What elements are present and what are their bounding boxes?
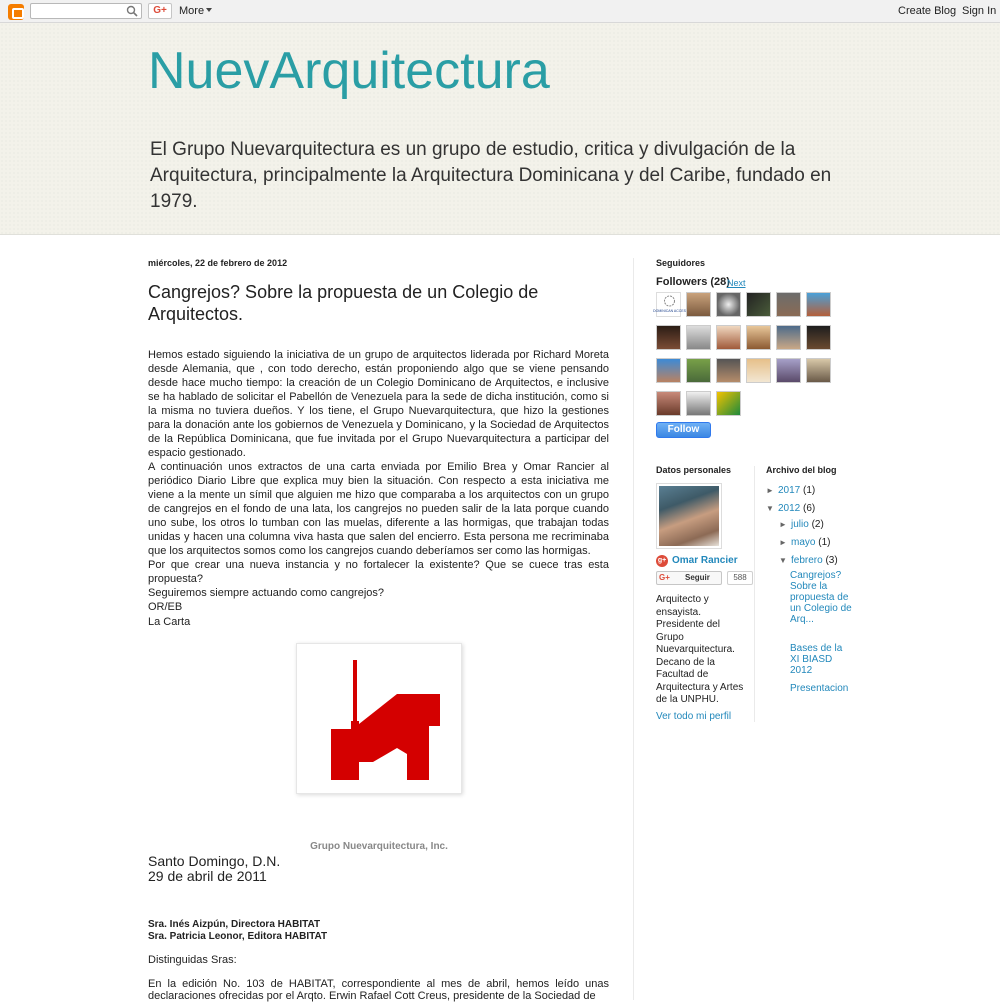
- follower-avatar[interactable]: [686, 358, 711, 383]
- google-plus-icon: G+: [659, 573, 670, 582]
- blog-description: El Grupo Nuevarquitectura es un grupo de estudio, critica y divulgación de la Arquitectura, principalmente la Arquitectura Dominicana y del Caribe, fundado en 1979.: [150, 139, 832, 212]
- logo-caption: Grupo Nuevarquitectura, Inc.: [310, 841, 448, 852]
- dominican-acces-icon: [653, 293, 686, 318]
- follower-avatar[interactable]: [776, 358, 801, 383]
- post-paragraph-1: Hemos estado siguiendo la iniciativa de un grupo de arquitectos liderada por Richard Moreta desde Alemania, que , con todo derecho, están proponiendo algo que se viene pensando desde hace mucho tiempo: la creación de un Colegio Dominicano de Arquitectos, e inclusive se ha hablado de solicitar el Pabellón de Venezuela para la sede de dicha institución, como si la misma no tuviera dueños. Y los tiene, el Grupo Nuevarquitectura, que hizo la gestiones para la donación ante los gobiernos de Venezuela y Dominicano, y la Sociedad de Arquitectos de la República Dominicana, que fue invitada por el Grupo Nuevarquitectura a participar del espacio gestionado.: [148, 349, 609, 459]
- profile-about: Arquitecto y ensayista. Presidente del Grupo Nuevarquitectura. Decano de la Facultad de Arquitectura y Artes de la UNPHU.: [656, 594, 744, 705]
- follower-avatar[interactable]: [656, 358, 681, 383]
- follower-avatar[interactable]: [776, 292, 801, 317]
- seguir-label: Seguir: [685, 573, 710, 582]
- follower-avatar[interactable]: [806, 325, 831, 350]
- follower-avatar[interactable]: [653, 292, 686, 317]
- triangle-down-icon[interactable]: ▼: [779, 556, 787, 565]
- archive-count: (3): [825, 555, 838, 566]
- blogger-logo-icon[interactable]: [8, 4, 24, 20]
- gplus-share-button[interactable]: G+: [148, 3, 172, 19]
- triangle-right-icon[interactable]: ►: [779, 538, 787, 547]
- recipient-2: Sra. Patricia Leonor, Editora HABITAT: [148, 931, 328, 942]
- archive-month-link[interactable]: febrero: [791, 555, 823, 566]
- archive-heading: Archivo del blog: [766, 465, 837, 475]
- la-carta-label: La Carta: [148, 616, 191, 628]
- follower-avatar[interactable]: [806, 292, 831, 317]
- triangle-down-icon[interactable]: ▼: [766, 504, 774, 513]
- post-body: [148, 348, 609, 614]
- post-paragraph-3: Por que crear una nueva instancia y no fortalecer la existente? Que se cuece tras esta propuesta?: [148, 559, 609, 585]
- triangle-right-icon[interactable]: ►: [779, 520, 787, 529]
- archive-count: (6): [803, 503, 816, 514]
- blog-header: [0, 23, 1000, 235]
- letter-heading: [148, 854, 280, 884]
- archive-year-link[interactable]: 2012: [778, 503, 801, 514]
- letter-paragraph-1: En la edición No. 103 de HABITAT, correspondiente al mes de abril, hemos leído unas declaraciones ofrecidas por el Arqto. Erwin Rafael Cott Creus, presidente de la Sociedad de: [148, 978, 609, 1002]
- google-plus-icon: g+: [656, 555, 668, 567]
- follower-avatar[interactable]: [746, 358, 771, 383]
- more-menu[interactable]: [179, 5, 212, 17]
- nuevarquitectura-logo-image[interactable]: [296, 643, 462, 794]
- post-paragraph-5: OR/EB: [148, 601, 183, 613]
- followers-heading: Seguidores: [656, 258, 706, 268]
- post-paragraph-4: Seguiremos siempre actuando como cangrejos?: [148, 587, 385, 599]
- archive-year-2012[interactable]: [766, 503, 815, 514]
- follow-button[interactable]: Follow: [656, 422, 711, 438]
- archive-year-link[interactable]: 2017: [778, 485, 801, 496]
- follower-avatar[interactable]: [746, 325, 771, 350]
- archive-month-link[interactable]: mayo: [791, 537, 816, 548]
- follower-avatar[interactable]: [746, 292, 771, 317]
- nuevarquitectura-logo-icon: [297, 644, 463, 795]
- follower-avatar[interactable]: [686, 292, 711, 317]
- archive-post-link[interactable]: Bases de la XI BIASD 2012: [790, 643, 843, 676]
- seguir-button[interactable]: [656, 571, 722, 585]
- view-profile-link[interactable]: Ver todo mi perfil: [656, 711, 732, 722]
- archive-month-julio[interactable]: [779, 519, 824, 530]
- archive-post-link[interactable]: Cangrejos? Sobre la propuesta de un Colegio de Arq...: [790, 570, 852, 625]
- follower-avatar[interactable]: [716, 358, 741, 383]
- post-date: miércoles, 22 de febrero de 2012: [148, 258, 288, 268]
- archive-post-link[interactable]: Presentacion: [790, 683, 849, 694]
- column-divider: [633, 258, 634, 1000]
- profile-photo[interactable]: [656, 483, 722, 549]
- follower-avatar[interactable]: [656, 325, 681, 350]
- archive-month-febrero[interactable]: [779, 555, 838, 566]
- recipient-1: Sra. Inés Aizpún, Directora HABITAT: [148, 919, 321, 930]
- letter-recipients: [148, 919, 327, 943]
- seguir-count: 588: [727, 571, 753, 585]
- archive-count: (1): [803, 485, 816, 496]
- blogger-navbar: [0, 0, 1000, 23]
- profile-heading: Datos personales: [656, 465, 732, 475]
- caret-down-icon: [206, 8, 212, 12]
- archive-month-link[interactable]: julio: [791, 519, 809, 530]
- follower-avatar[interactable]: [716, 292, 741, 317]
- profile-name-link[interactable]: Omar Rancier: [672, 555, 738, 566]
- archive-count: (2): [811, 519, 824, 530]
- letter-date: 29 de abril de 2011: [148, 868, 267, 884]
- blog-title[interactable]: NuevArquitectura: [148, 42, 550, 100]
- follower-avatar[interactable]: [776, 325, 801, 350]
- followers-next-link[interactable]: Next: [727, 278, 746, 288]
- archive-month-mayo[interactable]: [779, 537, 830, 548]
- follower-avatar[interactable]: [716, 391, 741, 416]
- sidebar-divider: [754, 466, 755, 722]
- avatar: [659, 486, 719, 546]
- post-paragraph-2: A continuación unos extractos de una carta enviada por Emilio Brea y Omar Rancier al periódico Diario Libre que explica muy bien la situación. Con respecto a esta iniciativa me viene a la mente un símil que alguien me hizo que comparaba a los arquitectos con un grupo de cangrejos en el fondo de una lata, los cangrejos no pueden salir de la lata porque cuando uno sube, los otros lo tumban con las muelas, diferente a las hormigas, que trabajan todas unidas y hacen una columna viva hasta que salen del encierro. Esta persona me recriminaba que los arquitectos somos como los cangrejos cuando deberíamos ser como las hormigas.: [148, 461, 609, 557]
- dominican-badge-text: DOMINICAN ACCES: [653, 309, 686, 313]
- post-title: Cangrejos? Sobre la propuesta de un Colegio de Arquitectos.: [148, 282, 539, 324]
- sign-in-link[interactable]: Sign In: [962, 5, 997, 17]
- letter-place: Santo Domingo, D.N.: [148, 853, 281, 869]
- create-blog-link[interactable]: Create Blog: [898, 5, 957, 17]
- search-icon[interactable]: [126, 5, 138, 17]
- archive-year-2017[interactable]: [766, 485, 815, 496]
- follower-avatar[interactable]: [656, 391, 681, 416]
- triangle-right-icon[interactable]: ►: [766, 486, 774, 495]
- follower-avatar[interactable]: [716, 325, 741, 350]
- archive-count: (1): [818, 537, 831, 548]
- letter-greeting: Distinguidas Sras:: [148, 954, 237, 966]
- follower-avatar[interactable]: [686, 325, 711, 350]
- more-label: More: [179, 5, 205, 17]
- followers-count: Followers (28): [656, 276, 730, 288]
- follower-avatar[interactable]: [806, 358, 831, 383]
- follower-avatar[interactable]: [686, 391, 711, 416]
